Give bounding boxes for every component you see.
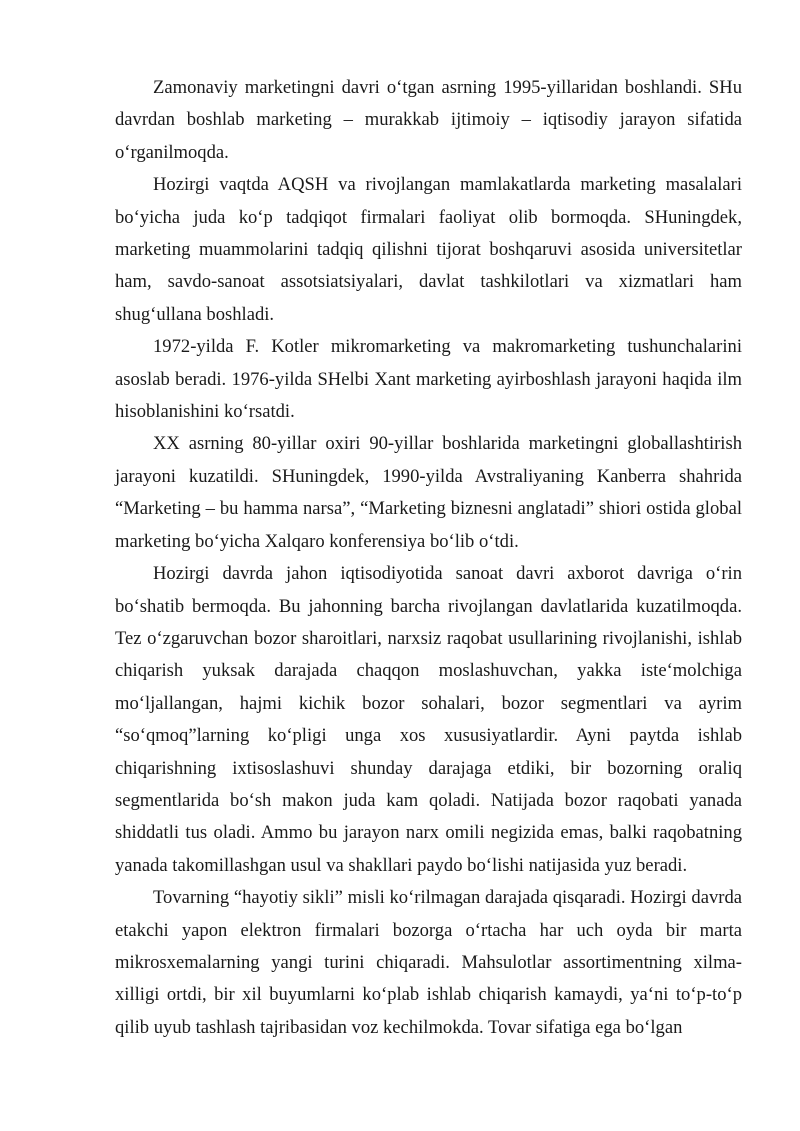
document-page [115, 72, 742, 1044]
paragraph-life-cycle: Tovarning “hayotiy sikli” misli ko‘rilmagan darajada qisqaradi. Hozirgi davrda etakchi yapon elektron firmalari bozorga o‘rtacha har uch oyda bir marta mikrosxemalarning yangi turini chiqaradi. Mahsulotlar assortimentning xilma-xilligi ortdi, bir xil buyumlarni ko‘plab ishlab chiqarish kamaydi, ya‘ni to‘p-to‘p qilib uyub tashlash tajribasidan voz kechilmokda. Tovar sifatiga ega bo‘lgan [115, 887, 742, 1038]
paragraph-research-firms: Hozirgi vaqtda AQSH va rivojlangan mamlakatlarda marketing masalalari bo‘yicha juda ko‘p tadqiqot firmalari faoliyat olib bormoqda. SHuningdek, marketing muammolarini tadqiq qilishni tijorat boshqaruvi asosida universitetlar ham, savdo-sanoat assotsiatsiyalari, davlat tashkilotlari va xizmatlari ham shug‘ullana boshladi. [115, 174, 742, 325]
paragraph-marketing-era: Zamonaviy marketingni davri o‘tgan asrning 1995-yillaridan boshlandi. SHu davrdan boshlab marketing – murakkab ijtimoiy – iqtisodiy jarayon sifatida o‘rganilmoqda. [115, 77, 742, 163]
paragraph-globalization: XX asrning 80-yillar oxiri 90-yillar boshlarida marketingni globallashtirish jarayoni kuzatildi. SHuningdek, 1990-yilda Avstraliyaning Kanberra shahrida “Marketing – bu hamma narsa”, “Marketing biznesni anglatadi” shiori ostida global marketing bo‘yicha Xalqaro konferensiya bo‘lib o‘tdi. [115, 433, 742, 552]
paragraph-information-era: Hozirgi davrda jahon iqtisodiyotida sanoat davri axborot davriga o‘rin bo‘shatib bermoqda. Bu jahonning barcha rivojlangan davlatlarida kuzatilmoqda. Tez o‘zgaruvchan bozor sharoitlari, narxsiz raqobat usullarining rivojlanishi, ishlab chiqarish yuksak darajada chaqqon moslashuvchan, yakka iste‘molchiga mo‘ljallangan, hajmi kichik bozor sohalari, bozor segmentlari va ayrim “so‘qmoq”larning ko‘pligi unga xos xususiyatlardir. Ayni paytda ishlab chiqarishning ixtisoslashuvi shunday darajaga etdiki, bir bozorning oraliq segmentlarida bo‘sh makon juda kam qoladi. Natijada bozor raqobati yanada shiddatli tus oladi. Ammo bu jarayon narx omili negizida emas, balki raqobatning yanada takomillashgan usul va shakllari paydo bo‘lishi natijasida yuz beradi. [115, 563, 742, 876]
paragraph-kotler: 1972-yilda F. Kotler mikromarketing va makromarketing tushunchalarini asoslab beradi. 1976-yilda SHelbi Xant marketing ayirboshlash jarayoni haqida ilm hisoblanishini ko‘rsatdi. [115, 336, 742, 423]
